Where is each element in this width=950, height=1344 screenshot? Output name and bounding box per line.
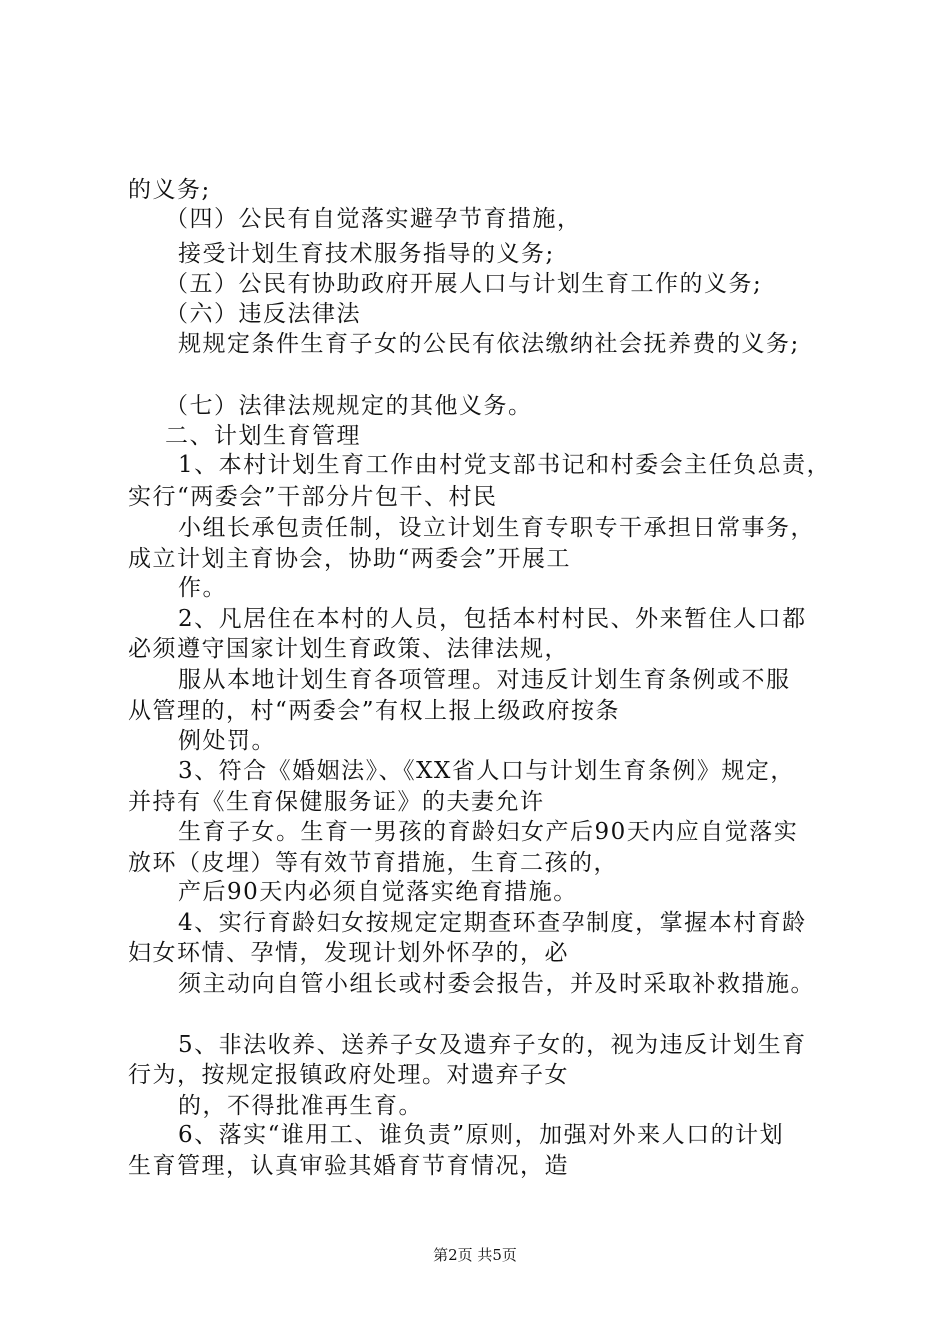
text-line-22: 放环（皮埋）等有效节育措施，生育二孩的， (128, 850, 618, 876)
text-line-30: 6、落实“谁用工、谁负责”原则，加强对外来人口的计划 (178, 1122, 785, 1148)
text-line-21: 生育子女。生育一男孩的育龄妇女产后90天内应自觉落实 (178, 819, 799, 845)
text-line-18: 例处罚。 (178, 728, 276, 754)
text-line-26: 须主动向自管小组长或村委会报告，并及时采取补救措施。 (178, 971, 815, 997)
text-line-19: 3、符合《婚姻法》、《XX省人口与计划生育条例》规定， (178, 758, 795, 784)
text-line-8: 二、计划生育管理 (165, 423, 361, 449)
text-line-7: （七）法律法规规定的其他义务。 (165, 393, 533, 419)
text-line-14: 2、凡居住在本村的人员，包括本村村民、外来暂住人口都 (178, 606, 807, 632)
text-line-17: 从管理的，村“两委会”有权上报上级政府按条 (128, 698, 621, 724)
text-line-12: 成立计划主育协会，协助“两委会”开展工 (128, 546, 572, 572)
text-line-11: 小组长承包责任制，设立计划生育专职专干承担日常事务， (178, 515, 815, 541)
text-line-23: 产后90天内必须自觉落实绝育措施。 (178, 879, 578, 905)
text-line-2: （四）公民有自觉落实避孕节育措施， (165, 206, 582, 232)
text-line-24: 4、实行育龄妇女按规定定期查环查孕制度，掌握本村育龄 (178, 910, 807, 936)
text-line-27: 5、非法收养、送养子女及遗弃子女的，视为违反计划生育 (178, 1032, 807, 1058)
text-line-31: 生育管理，认真审验其婚育节育情况，造 (128, 1153, 569, 1179)
text-line-13: 作。 (178, 575, 227, 601)
page-number-footer: 第2页 共5页 (433, 1246, 517, 1264)
text-line-20: 并持有《生育保健服务证》的夫妻允许 (128, 789, 545, 815)
text-line-16: 服从本地计划生育各项管理。对违反计划生育条例或不服 (178, 667, 791, 693)
text-line-10: 实行“两委会”干部分片包干、村民 (128, 484, 498, 510)
text-line-9: 1、本村计划生育工作由村党支部书记和村委会主任负总责， (178, 452, 832, 478)
text-line-5: （六）违反法律法 (165, 301, 361, 327)
text-line-3: 接受计划生育技术服务指导的义务; (178, 241, 555, 267)
text-line-1: 的义务; (128, 177, 211, 203)
text-line-4: （五）公民有协助政府开展人口与计划生育工作的义务; (165, 271, 763, 297)
text-line-6: 规规定条件生育子女的公民有依法缴纳社会抚养费的义务; (178, 331, 800, 357)
text-line-28: 行为，按规定报镇政府处理。对遗弃子女 (128, 1062, 569, 1088)
text-line-15: 必须遵守国家计划生育政策、法律法规， (128, 636, 569, 662)
text-line-25: 妇女环情、孕情，发现计划外怀孕的，必 (128, 940, 569, 966)
text-line-29: 的，不得批准再生育。 (178, 1093, 423, 1119)
